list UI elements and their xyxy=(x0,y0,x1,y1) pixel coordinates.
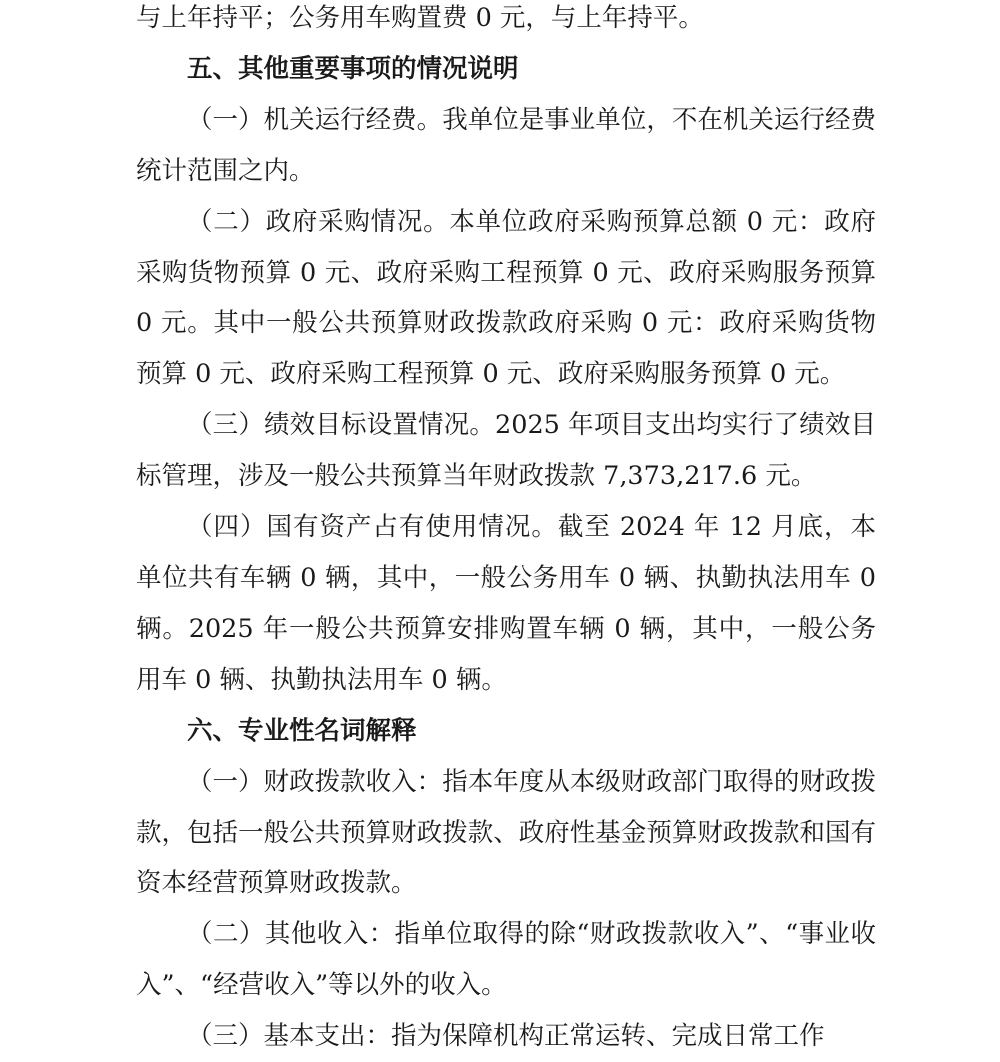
paragraph-other-income xyxy=(0,909,1000,1011)
paragraph-text: 截至 2024 年 12 月底，本单位共有车辆 0 辆，其中，一般公务用车 0 辆、执勤执法用车 0 辆。2025 年一般公共预算安排购置车辆 0 辆，其中，一般公务用车 0 辆、执勤执法用车 0 辆。 xyxy=(136,512,876,695)
paragraph-agency-operating-costs xyxy=(0,95,1000,197)
paragraph-text: 2025 年项目支出均实行了绩效目标管理，涉及一般公共预算当年财政拨款 7,373,217.6 元。 xyxy=(136,410,876,492)
paragraph-label: （四）国有资产占有使用情况。 xyxy=(187,512,558,543)
paragraph-label: （三）绩效目标设置情况。 xyxy=(187,410,495,441)
paragraph-state-assets xyxy=(0,502,1000,706)
heading-text: 五、其他重要事项的情况说明 xyxy=(187,53,519,84)
paragraph-government-procurement xyxy=(0,197,1000,401)
paragraph-continuation xyxy=(0,0,1000,44)
heading-text: 六、专业性名词解释 xyxy=(187,715,417,746)
paragraph-text: 指本年度从本级财政部门取得的财政拨款，包括一般公共预算财政拨款、政府性基金预算财政拨款和国有资本经营预算财政拨款。 xyxy=(136,766,876,899)
paragraph-text: 与上年持平；公务用车购置费 0 元，与上年持平。 xyxy=(136,3,704,33)
paragraph-label: （一）财政拨款收入： xyxy=(187,766,443,797)
paragraph-text: 指单位取得的除“财政拨款收入”、“事业收入”、“经营收入”等以外的收入。 xyxy=(136,919,876,1001)
section-heading-5 xyxy=(0,44,1000,95)
paragraph-fiscal-appropriation-income xyxy=(0,757,1000,910)
paragraph-label: （三）基本支出： xyxy=(187,1021,392,1052)
paragraph-text: 我单位是事业单位，不在机关运行经费统计范围之内。 xyxy=(136,104,876,186)
paragraph-label: （二）政府采购情况。 xyxy=(187,206,450,237)
section-heading-6 xyxy=(0,706,1000,757)
paragraph-text: 指为保障机构正常运转、完成日常工作 xyxy=(391,1021,825,1052)
paragraph-performance-targets xyxy=(0,400,1000,502)
paragraph-basic-expenditure xyxy=(0,1011,1000,1062)
paragraph-label: （一）机关运行经费。 xyxy=(187,104,443,135)
paragraph-text: 本单位政府采购预算总额 0 元：政府采购货物预算 0 元、政府采购工程预算 0 元、政府采购服务预算 0 元。其中一般公共预算财政拨款政府采购 0 元：政府采购货物预算 0 元、政府采购工程预算 0 元、政府采购服务预算 0 元。 xyxy=(136,206,876,390)
paragraph-label: （二）其他收入： xyxy=(187,919,395,950)
